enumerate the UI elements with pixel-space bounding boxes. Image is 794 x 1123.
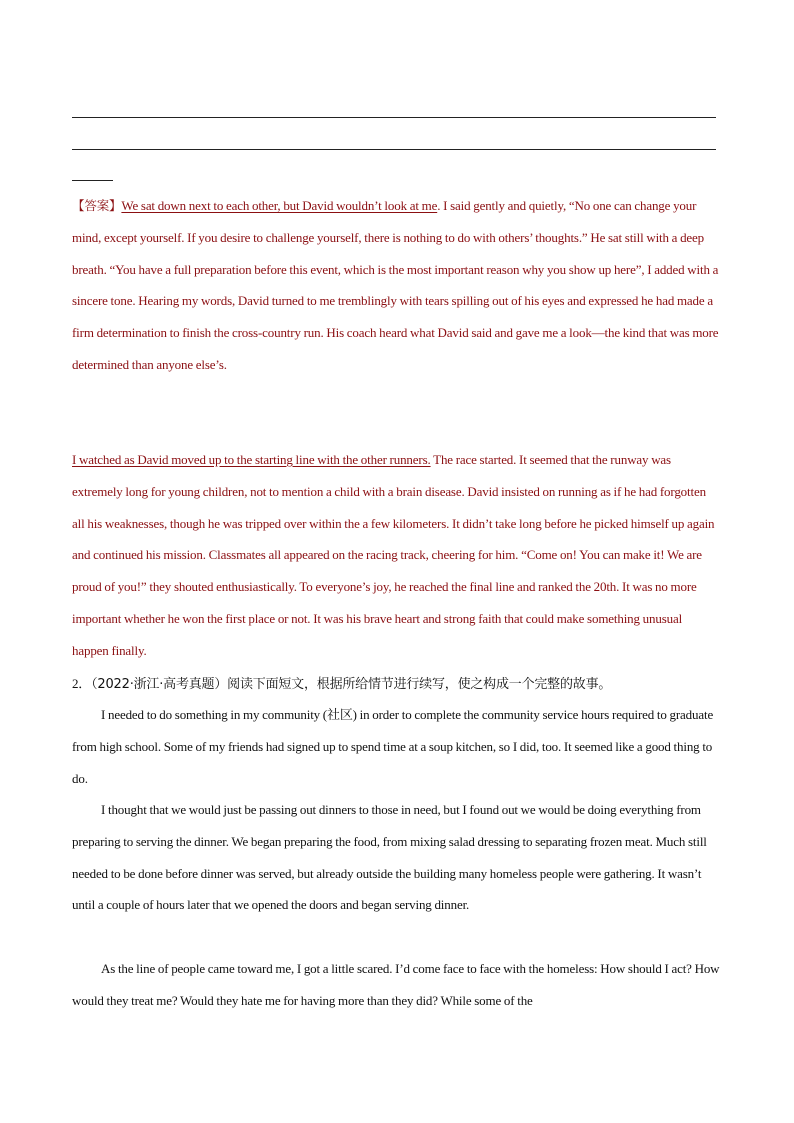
given-sentence-2: I watched as David moved up to the starting line with the other runners. [72, 452, 431, 467]
answer-blank-line-2 [72, 149, 716, 150]
question-source: （2022·浙江·高考真题） [91, 677, 228, 692]
answer-blank-line-1 [72, 117, 716, 118]
question-heading [72, 675, 611, 694]
question-number: 2． [72, 676, 92, 691]
given-sentence-1: We sat down next to each other, but David wouldn’t look at me [121, 198, 438, 213]
answer-tag: 【答案】 [72, 198, 122, 213]
answer-blank-line-3 [72, 180, 113, 181]
answer-text-1: . I said gently and quietly, “No one can change your mind, except yourself. If you desire to challenge yourself, there is nothing to do with others’ thoughts.” He sat still with a deep breath. “You have a full preparation before this event, which is the most important reason why you show up here”, I added with a sincere tone. Hearing my words, David turned to me tremblingly with tears spilling out of his eyes and expressed he had made a firm determination to finish the cross-country run. His coach heard what David said and gave me a look—the kind that was more determined than anyone else’s. [72, 198, 719, 372]
passage-paragraph-1: I needed to do something in my community (社区) in order to complete the community service hours required to graduate from high school. Some of my friends had signed up to spend time at a soup kitchen, so I did, too. It seemed like a good thing to do. [72, 707, 714, 786]
answer-text-2: The race started. It seemed that the runway was extremely long for young children, not to mention a child with a brain disease. David insisted on running as if he had forgotten all his weaknesses, though he was tripped over within the a few kilometers. It didn’t take long before he picked himself up again and continued his mission. Classmates all appeared on the racing track, cheering for him. “Come on! You can make it! We are proud of you!” they shouted enthusiastically. To everyone’s joy, he reached the final line and ranked the 20th. It was no more important whether he won the first place or not. It was his brave heart and strong faith that could make something unusual happen finally. [72, 452, 715, 658]
passage-paragraph-2: I thought that we would just be passing out dinners to those in need, but I found out we would be doing everything from preparing to serving the dinner. We began preparing the food, from mixing salad dressing to separating frozen meat. Much still needed to be done before dinner was served, but already outside the building many homeless people were gathering. It wasn’t until a couple of hours later that we opened the doors and began serving dinner. [72, 802, 707, 913]
passage-paragraph-3: As the line of people came toward me, I got a little scared. I’d come face to face with the homeless: How should I act? How would they treat me? Would they hate me for having more than they did? While some of the [72, 961, 720, 1008]
question-instruction: 阅读下面短文，根据所给情节进行续写，使之构成一个完整的故事。 [227, 677, 612, 692]
answer-paragraph-1 [72, 190, 720, 381]
answer-paragraph-2 [72, 444, 720, 667]
